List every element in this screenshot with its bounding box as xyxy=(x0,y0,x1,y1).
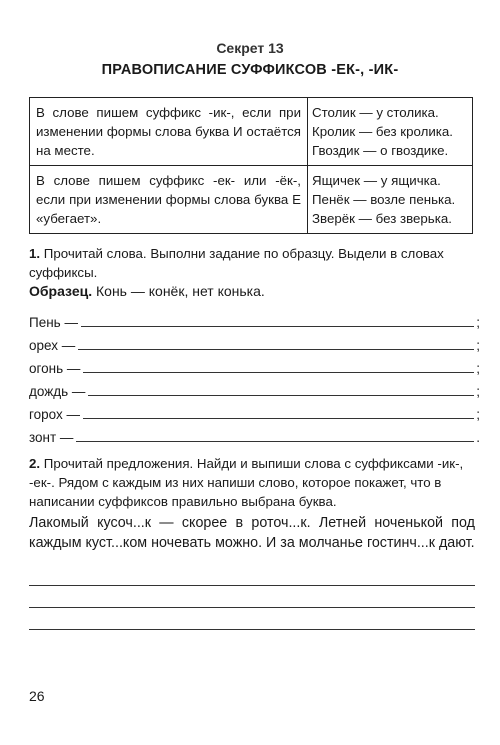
answer-row[interactable] xyxy=(29,308,480,330)
word-prompt: Пень — xyxy=(29,315,78,330)
sample-text: Конь — конёк, нет конька. xyxy=(96,283,265,299)
answer-line[interactable] xyxy=(88,395,474,396)
answer-line[interactable] xyxy=(29,629,475,630)
answer-row[interactable] xyxy=(29,354,480,376)
example-line: Зверёк — без зверька. xyxy=(312,211,452,226)
answer-line[interactable] xyxy=(29,585,475,586)
answer-row[interactable] xyxy=(29,400,480,422)
rule-text: В слове пишем суффикс -ик-, если при изменении формы слова буква И остаётся на месте. xyxy=(30,98,308,166)
row-end-mark: ; xyxy=(476,407,480,422)
answer-line[interactable] xyxy=(78,349,474,350)
task-text: Прочитай предложения. Найди и выпиши слова с суффиксами -ик-, -ек-. Рядом с каждым из них напиши слово, которое покажет, что в написании суффиксов правильно выбрана буква. xyxy=(29,456,464,509)
word-prompt: орех — xyxy=(29,338,76,353)
row-end-mark: . xyxy=(476,430,480,445)
example-line: Ящичек — у ящичка. xyxy=(312,173,441,188)
sample-label: Образец. xyxy=(29,283,93,299)
task-text: Прочитай слова. Выполни задание по образцу. Выдели в словах суффиксы. xyxy=(29,246,444,280)
answer-row[interactable] xyxy=(29,423,480,445)
task-number: 1. xyxy=(29,246,41,261)
answer-line[interactable] xyxy=(29,607,475,608)
word-prompt: зонт — xyxy=(29,430,74,445)
answer-line[interactable] xyxy=(81,326,474,327)
task-1-instructions xyxy=(29,244,477,282)
rule-text: В слове пишем суффикс -ек- или -ёк-, если при изменении формы слова буква Е «убегает». xyxy=(30,166,308,234)
row-end-mark: ; xyxy=(476,361,480,376)
rules-row-ek xyxy=(30,166,473,234)
rule-examples xyxy=(308,166,473,234)
page-title: ПРАВОПИСАНИЕ СУФФИКСОВ -ЕК-, -ИК- xyxy=(101,62,399,78)
example-line: Пенёк — возле пенька. xyxy=(312,192,456,207)
example-line: Гвоздик — о гвоздике. xyxy=(312,143,449,158)
answer-line[interactable] xyxy=(83,372,474,373)
page-number: 26 xyxy=(29,688,45,704)
word-prompt: огонь — xyxy=(29,361,81,376)
task-number: 2. xyxy=(29,456,41,471)
section-label: Секрет 13 xyxy=(216,40,284,56)
sample xyxy=(29,283,477,299)
task-2-passage: Лакомый кусоч...к — скорее в роточ...к. Летней ноченькой под каждым куст...ком ночевать можно. И за молчанье гостинч...к дают. xyxy=(29,515,475,551)
rule-examples xyxy=(308,98,473,166)
answer-line[interactable] xyxy=(83,418,474,419)
word-prompt: дождь — xyxy=(29,384,86,399)
row-end-mark: ; xyxy=(476,384,480,399)
example-line: Столик — у столика. xyxy=(312,105,439,120)
rules-table xyxy=(29,97,473,234)
rules-row-ik xyxy=(30,98,473,166)
answer-row[interactable] xyxy=(29,377,480,399)
row-end-mark: ; xyxy=(476,338,480,353)
row-end-mark: ; xyxy=(476,315,480,330)
example-line: Кролик — без кролика. xyxy=(312,124,453,139)
answer-row[interactable] xyxy=(29,331,480,353)
word-prompt: горох — xyxy=(29,407,81,422)
task-2-instructions xyxy=(29,454,477,511)
answer-line[interactable] xyxy=(76,441,474,442)
